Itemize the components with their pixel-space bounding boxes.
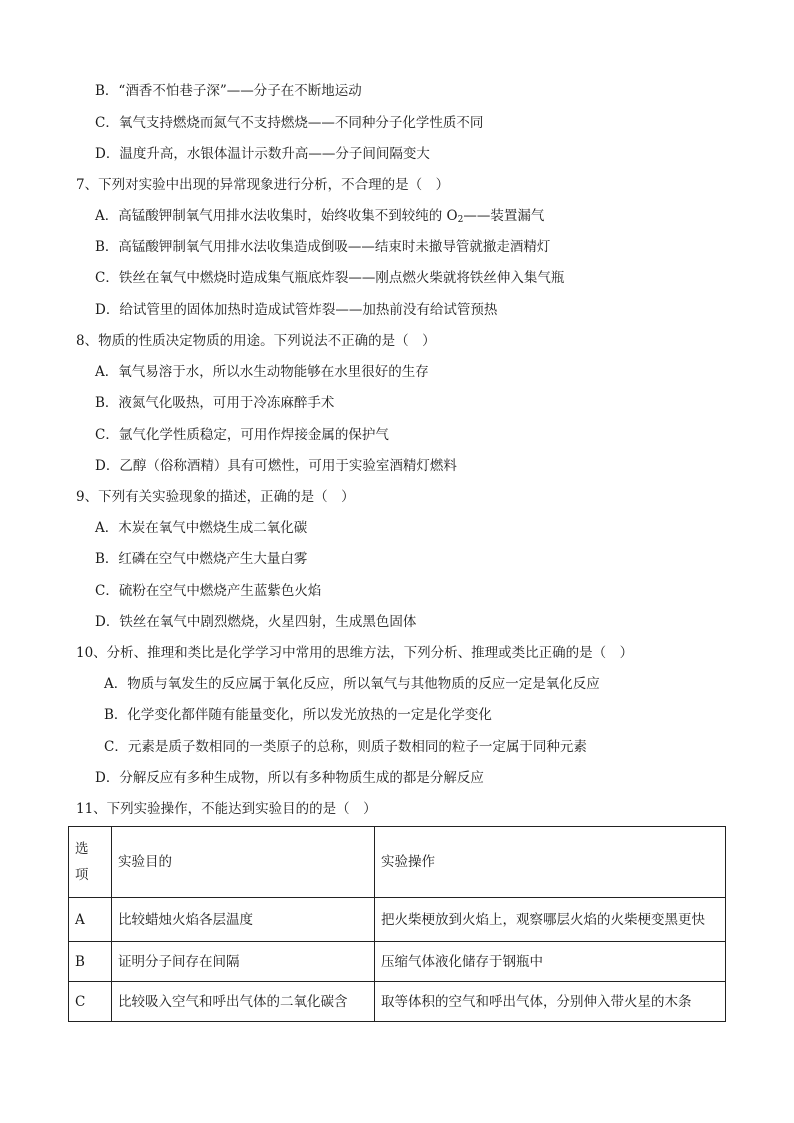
row-purpose: 证明分子间存在间隔 bbox=[112, 942, 375, 982]
q7-option-c: C．铁丝在氧气中燃烧时造成集气瓶底炸裂——刚点燃火柴就将铁丝伸入集气瓶 bbox=[95, 270, 565, 286]
q7-option-a bbox=[95, 206, 544, 230]
q6-option-d: D．温度升高，水银体温计示数升高——分子间间隔变大 bbox=[95, 146, 430, 162]
q10-option-c: C．元素是质子数相同的一类原子的总称，则质子数相同的粒子一定属于同种元素 bbox=[104, 739, 587, 755]
row-operation: 把火柴梗放到火焰上，观察哪层火焰的火柴梗变黑更快 bbox=[375, 898, 726, 942]
q8-stem: 8、物质的性质决定物质的用途。下列说法不正确的是（ ） bbox=[76, 333, 436, 349]
q7-option-a-text: A．高锰酸钾制氧气用排水法收集时，始终收集不到较纯的 O bbox=[95, 208, 458, 224]
q8-option-d: D．乙醇（俗称酒精）具有可燃性，可用于实验室酒精灯燃料 bbox=[95, 458, 457, 474]
header-option-cell bbox=[69, 827, 112, 898]
row-operation: 压缩气体液化储存于钢瓶中 bbox=[375, 942, 726, 982]
row-option: A bbox=[69, 898, 112, 942]
q10-option-d: D．分解反应有多种生成物，所以有多种物质生成的都是分解反应 bbox=[95, 770, 484, 786]
row-purpose: 比较蜡烛火焰各层温度 bbox=[112, 898, 375, 942]
table-row bbox=[69, 942, 726, 982]
q7-option-b: B．高锰酸钾制氧气用排水法收集造成倒吸——结束时未撤导管就撤走酒精灯 bbox=[95, 239, 551, 255]
row-option: B bbox=[69, 942, 112, 982]
header-operation-cell: 实验操作 bbox=[375, 827, 726, 898]
q7-option-d: D．给试管里的固体加热时造成试管炸裂——加热前没有给试管预热 bbox=[95, 302, 498, 318]
table-header-row bbox=[69, 827, 726, 898]
q7-stem: 7、下列对实验中出现的异常现象进行分析，不合理的是（ ） bbox=[76, 177, 450, 193]
q7-option-a-tail: ——装置漏气 bbox=[463, 208, 545, 224]
row-purpose: 比较吸入空气和呼出气体的二氧化碳含 bbox=[112, 982, 375, 1022]
table-row bbox=[69, 898, 726, 942]
q10-option-b: B．化学变化都伴随有能量变化，所以发光放热的一定是化学变化 bbox=[104, 707, 492, 723]
q8-option-b: B．液氮气化吸热，可用于冷冻麻醉手术 bbox=[95, 395, 335, 411]
q10-option-a: A．物质与氧发生的反应属于氧化反应，所以氧气与其他物质的反应一定是氧化反应 bbox=[104, 676, 600, 692]
q6-option-c: C．氧气支持燃烧而氮气不支持燃烧——不同种分子化学性质不同 bbox=[95, 115, 484, 131]
q9-option-c: C．硫粉在空气中燃烧产生蓝紫色火焰 bbox=[95, 583, 322, 599]
q9-stem: 9、下列有关实验现象的描述，正确的是（ ） bbox=[76, 489, 355, 505]
q10-stem: 10、分析、推理和类比是化学学习中常用的思维方法，下列分析、推理或类比正确的是（ ） bbox=[76, 645, 634, 661]
header-purpose-cell: 实验目的 bbox=[112, 827, 375, 898]
q8-option-c: C．氩气化学性质稳定，可用作焊接金属的保护气 bbox=[95, 427, 389, 443]
q8-option-a: A．氧气易溶于水，所以水生动物能够在水里很好的生存 bbox=[95, 364, 429, 380]
experiment-table bbox=[68, 826, 726, 1022]
q6-option-b: B．“酒香不怕巷子深”——分子在不断地运动 bbox=[95, 83, 362, 99]
table-row bbox=[69, 982, 726, 1022]
o2-subscript: 2 bbox=[457, 215, 464, 225]
q9-option-b: B．红磷在空气中燃烧产生大量白雾 bbox=[95, 551, 308, 567]
header-option-line2: 项 bbox=[75, 867, 89, 883]
q9-option-a: A．木炭在氧气中燃烧生成二氧化碳 bbox=[95, 520, 308, 536]
row-operation: 取等体积的空气和呼出气体，分别伸入带火星的木条 bbox=[375, 982, 726, 1022]
q11-stem: 11、下列实验操作，不能达到实验目的的是（ ） bbox=[76, 801, 377, 817]
row-option: C bbox=[69, 982, 112, 1022]
q9-option-d: D．铁丝在氧气中剧烈燃烧，火星四射，生成黑色固体 bbox=[95, 614, 417, 630]
header-option-line1: 选 bbox=[75, 841, 89, 857]
